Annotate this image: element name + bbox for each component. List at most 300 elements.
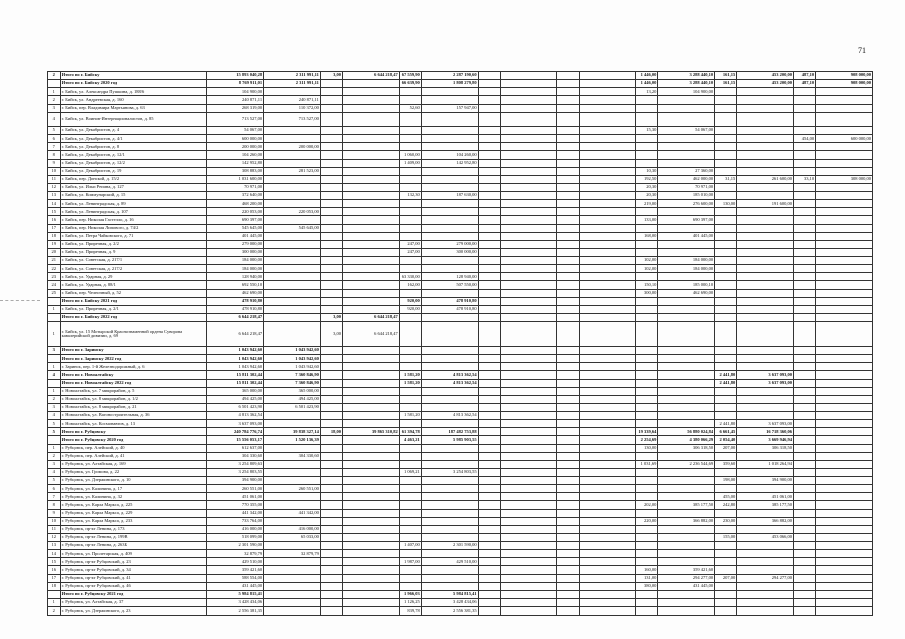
value-cell xyxy=(342,525,399,533)
value-cell xyxy=(794,542,816,550)
value-cell xyxy=(264,460,321,468)
value-cell xyxy=(399,509,421,517)
value-cell xyxy=(399,420,421,428)
value-cell xyxy=(399,127,421,135)
value-cell: 131,00 xyxy=(636,574,658,582)
value-cell xyxy=(579,313,636,321)
value-cell xyxy=(500,485,557,493)
value-cell xyxy=(421,363,478,371)
value-cell xyxy=(342,281,399,289)
value-cell: 612 637,00 xyxy=(207,444,264,452)
total-row xyxy=(48,590,873,598)
value-cell xyxy=(342,566,399,574)
table-row xyxy=(48,265,873,273)
value-cell: 1 446,00 xyxy=(636,72,658,80)
value-cell xyxy=(399,355,421,363)
row-number: 16 xyxy=(48,566,61,574)
value-cell xyxy=(264,200,321,208)
value-cell xyxy=(478,104,500,112)
value-cell: 56 880 024,84 xyxy=(658,428,715,436)
value-cell xyxy=(500,322,557,347)
value-cell xyxy=(399,289,421,297)
value-cell xyxy=(658,273,715,281)
row-number: 8 xyxy=(48,501,61,509)
value-cell xyxy=(264,289,321,297)
value-cell xyxy=(320,183,342,191)
row-number: 6 xyxy=(48,485,61,493)
value-cell xyxy=(478,281,500,289)
table-row xyxy=(48,403,873,411)
value-cell xyxy=(320,143,342,151)
value-cell xyxy=(320,468,342,476)
value-cell xyxy=(320,175,342,183)
row-number: 15 xyxy=(48,558,61,566)
row-number: 17 xyxy=(48,224,61,232)
value-cell: 4 463,21 xyxy=(399,436,421,444)
value-cell: 104 900,00 xyxy=(658,88,715,96)
table-row xyxy=(48,200,873,208)
value-cell: 431 445,00 xyxy=(207,582,264,590)
value-cell xyxy=(579,265,636,273)
value-cell: 451 061,00 xyxy=(207,493,264,501)
value-cell xyxy=(658,412,715,420)
row-number: 18 xyxy=(48,232,61,240)
value-cell: 202,00 xyxy=(636,501,658,509)
value-cell xyxy=(342,248,399,256)
value-cell xyxy=(320,485,342,493)
value-cell: 401 445,00 xyxy=(658,232,715,240)
table-row xyxy=(48,167,873,175)
value-cell xyxy=(715,281,737,289)
value-cell xyxy=(816,607,873,616)
value-cell xyxy=(715,387,737,395)
table-row xyxy=(48,151,873,159)
value-cell xyxy=(500,542,557,550)
value-cell: 3 637 093,00 xyxy=(737,371,794,379)
value-cell xyxy=(816,104,873,112)
value-cell xyxy=(557,485,579,493)
value-cell xyxy=(342,192,399,200)
value-cell xyxy=(478,88,500,96)
row-number xyxy=(48,80,61,88)
value-cell xyxy=(478,395,500,403)
value-cell xyxy=(421,347,478,355)
value-cell: 487,10 xyxy=(794,72,816,80)
value-cell: 4 813 362,54 xyxy=(421,371,478,379)
value-cell: 168,00 xyxy=(636,232,658,240)
value-cell xyxy=(579,590,636,598)
value-cell: 308 883,00 xyxy=(207,167,264,175)
address-cell: г. Бийск, ул. Декабристов, д. 12/1 xyxy=(60,151,207,159)
row-number: 12 xyxy=(48,533,61,541)
value-cell: 15 811 302,44 xyxy=(207,379,264,387)
value-cell xyxy=(794,574,816,582)
value-cell xyxy=(320,566,342,574)
value-cell xyxy=(478,265,500,273)
value-cell xyxy=(320,412,342,420)
value-cell xyxy=(399,216,421,224)
value-cell xyxy=(579,468,636,476)
table-row xyxy=(48,127,873,135)
value-cell: 220 053,00 xyxy=(207,208,264,216)
value-cell xyxy=(658,558,715,566)
value-cell xyxy=(636,143,658,151)
value-cell xyxy=(715,347,737,355)
value-cell xyxy=(342,175,399,183)
value-cell: 401 445,00 xyxy=(207,232,264,240)
value-cell xyxy=(715,265,737,273)
value-cell xyxy=(421,444,478,452)
value-cell xyxy=(816,248,873,256)
table-row xyxy=(48,104,873,112)
value-cell xyxy=(320,112,342,126)
value-cell xyxy=(478,200,500,208)
value-cell: 462 000,00 xyxy=(658,175,715,183)
value-cell xyxy=(658,420,715,428)
address-cell: г. Рубцовск, пр-кт Рубцовский, д. 46 xyxy=(60,582,207,590)
value-cell xyxy=(342,452,399,460)
value-cell xyxy=(794,379,816,387)
value-cell xyxy=(478,428,500,436)
value-cell: 1 060,00 xyxy=(399,151,421,159)
value-cell xyxy=(636,387,658,395)
value-cell xyxy=(579,477,636,485)
value-cell: 66 639,90 xyxy=(399,80,421,88)
row-number: 2 xyxy=(48,452,61,460)
value-cell xyxy=(579,289,636,297)
value-cell xyxy=(579,371,636,379)
total-row xyxy=(48,72,873,80)
value-cell xyxy=(579,297,636,305)
value-cell xyxy=(794,127,816,135)
value-cell xyxy=(794,436,816,444)
value-cell xyxy=(737,509,794,517)
value-cell xyxy=(579,112,636,126)
address-cell: г. Бийск, ул. Советская, д. 217/1 xyxy=(60,257,207,265)
value-cell: 200 000,00 xyxy=(264,143,321,151)
value-cell xyxy=(816,485,873,493)
value-cell xyxy=(342,485,399,493)
value-cell xyxy=(478,379,500,387)
value-cell: 372 640,00 xyxy=(207,192,264,200)
value-cell: 380,00 xyxy=(636,582,658,590)
value-cell xyxy=(658,313,715,321)
value-cell xyxy=(794,313,816,321)
value-cell xyxy=(264,216,321,224)
value-cell xyxy=(715,112,737,126)
value-cell xyxy=(264,127,321,135)
row-number: 20 xyxy=(48,248,61,256)
address-cell: г. Рубцовск, пер. Алейский, д. 41 xyxy=(60,452,207,460)
register-body xyxy=(48,72,873,616)
row-number xyxy=(48,436,61,444)
value-cell xyxy=(557,347,579,355)
value-cell xyxy=(421,135,478,143)
value-cell xyxy=(794,468,816,476)
value-cell xyxy=(737,104,794,112)
value-cell xyxy=(816,501,873,509)
value-cell xyxy=(737,607,794,616)
total-row xyxy=(48,355,873,363)
value-cell xyxy=(816,192,873,200)
value-cell xyxy=(579,460,636,468)
value-cell xyxy=(264,542,321,550)
value-cell xyxy=(399,88,421,96)
value-cell xyxy=(557,403,579,411)
value-cell xyxy=(816,224,873,232)
total-label: Итого по г. Рубцовску 2020 год xyxy=(60,436,207,444)
value-cell xyxy=(342,167,399,175)
value-cell xyxy=(399,460,421,468)
value-cell xyxy=(264,590,321,598)
value-cell xyxy=(399,485,421,493)
value-cell xyxy=(816,159,873,167)
value-cell xyxy=(342,436,399,444)
table-row xyxy=(48,542,873,550)
table-row xyxy=(48,159,873,167)
value-cell: 15,30 xyxy=(636,127,658,135)
value-cell xyxy=(320,436,342,444)
value-cell: 366 882,00 xyxy=(737,517,794,525)
value-cell xyxy=(636,598,658,606)
value-cell xyxy=(816,558,873,566)
value-cell xyxy=(557,420,579,428)
value-cell xyxy=(500,477,557,485)
value-cell: 7 360 846,90 xyxy=(264,371,321,379)
value-cell xyxy=(794,517,816,525)
value-cell xyxy=(342,558,399,566)
value-cell: 1 043 942,60 xyxy=(207,355,264,363)
value-cell xyxy=(794,297,816,305)
row-number: 2 xyxy=(48,96,61,104)
value-cell xyxy=(557,224,579,232)
value-cell xyxy=(579,80,636,88)
value-cell: 15 893 040,28 xyxy=(207,72,264,80)
value-cell xyxy=(342,208,399,216)
value-cell xyxy=(737,468,794,476)
address-cell: г. Рубцовск, пер. Алейский, д. 40 xyxy=(60,444,207,452)
address-cell: г. Бийск, ул. Декабристов, д. 4/1 xyxy=(60,135,207,143)
value-cell xyxy=(636,525,658,533)
value-cell xyxy=(342,112,399,126)
value-cell xyxy=(816,127,873,135)
value-cell xyxy=(264,313,321,321)
value-cell xyxy=(421,289,478,297)
value-cell: 3 254 803,55 xyxy=(421,468,478,476)
value-cell xyxy=(557,607,579,616)
value-cell xyxy=(816,355,873,363)
value-cell: 6 501 423,90 xyxy=(264,403,321,411)
value-cell xyxy=(399,477,421,485)
value-cell xyxy=(737,289,794,297)
value-cell: 240 871,11 xyxy=(264,96,321,104)
value-cell: 3 637 093,00 xyxy=(737,379,794,387)
value-cell xyxy=(658,387,715,395)
value-cell xyxy=(342,582,399,590)
row-number: 6 xyxy=(48,135,61,143)
value-cell xyxy=(816,566,873,574)
value-cell xyxy=(500,420,557,428)
value-cell xyxy=(636,403,658,411)
value-cell xyxy=(794,305,816,313)
value-cell xyxy=(715,224,737,232)
value-cell: 3 669 946,94 xyxy=(737,436,794,444)
value-cell xyxy=(399,574,421,582)
value-cell: 15 811 302,44 xyxy=(207,371,264,379)
value-cell xyxy=(794,167,816,175)
value-cell xyxy=(500,460,557,468)
value-cell xyxy=(342,80,399,88)
value-cell xyxy=(421,96,478,104)
value-cell xyxy=(579,403,636,411)
row-number xyxy=(48,297,61,305)
value-cell xyxy=(478,96,500,104)
value-cell xyxy=(320,167,342,175)
value-cell xyxy=(342,240,399,248)
value-cell xyxy=(816,452,873,460)
value-cell xyxy=(816,371,873,379)
value-cell xyxy=(794,104,816,112)
value-cell: 150,10 xyxy=(636,281,658,289)
value-cell xyxy=(421,477,478,485)
row-number: 14 xyxy=(48,550,61,558)
value-cell xyxy=(794,347,816,355)
address-cell: г. Новоалтайск, ул. 8 микрорайон, д. 1/2 xyxy=(60,395,207,403)
value-cell: 32 879,79 xyxy=(264,550,321,558)
value-cell xyxy=(636,493,658,501)
value-cell xyxy=(399,208,421,216)
address-cell: г. Бийск, ул. Декабристов, д. 12/2 xyxy=(60,159,207,167)
value-cell xyxy=(478,566,500,574)
value-cell: 155,00 xyxy=(715,533,737,541)
table-row xyxy=(48,232,873,240)
value-cell xyxy=(421,313,478,321)
value-cell xyxy=(264,151,321,159)
value-cell xyxy=(320,208,342,216)
total-label: Итого по г. Бийску 2021 год xyxy=(60,297,207,305)
value-cell xyxy=(579,224,636,232)
value-cell: 920,00 xyxy=(399,297,421,305)
value-cell: 394 900,00 xyxy=(737,477,794,485)
value-cell xyxy=(816,200,873,208)
value-cell xyxy=(557,436,579,444)
value-cell xyxy=(794,371,816,379)
value-cell xyxy=(794,460,816,468)
value-cell xyxy=(557,143,579,151)
value-cell xyxy=(658,363,715,371)
value-cell: 161,15 xyxy=(715,80,737,88)
value-cell xyxy=(737,355,794,363)
value-cell xyxy=(500,347,557,355)
value-cell xyxy=(715,297,737,305)
value-cell xyxy=(557,558,579,566)
value-cell xyxy=(579,582,636,590)
value-cell: 441 342,00 xyxy=(264,509,321,517)
value-cell xyxy=(421,420,478,428)
value-cell xyxy=(636,607,658,616)
value-cell xyxy=(421,501,478,509)
value-cell xyxy=(658,143,715,151)
value-cell xyxy=(715,412,737,420)
row-number: 1 xyxy=(48,88,61,96)
value-cell xyxy=(500,566,557,574)
value-cell xyxy=(715,509,737,517)
value-cell xyxy=(342,412,399,420)
value-cell xyxy=(579,88,636,96)
value-cell xyxy=(816,112,873,126)
value-cell xyxy=(715,257,737,265)
value-cell xyxy=(399,566,421,574)
value-cell: 207,00 xyxy=(715,444,737,452)
value-cell xyxy=(794,151,816,159)
value-cell xyxy=(658,355,715,363)
value-cell xyxy=(737,281,794,289)
value-cell: 31,15 xyxy=(715,175,737,183)
value-cell xyxy=(320,525,342,533)
value-cell: 431 445,00 xyxy=(658,582,715,590)
table-row xyxy=(48,395,873,403)
value-cell: 160,00 xyxy=(636,566,658,574)
value-cell xyxy=(737,542,794,550)
value-cell xyxy=(715,104,737,112)
value-cell xyxy=(500,468,557,476)
value-cell xyxy=(264,175,321,183)
value-cell xyxy=(399,533,421,541)
value-cell xyxy=(794,192,816,200)
value-cell xyxy=(500,558,557,566)
total-row xyxy=(48,297,873,305)
row-number: 9 xyxy=(48,509,61,517)
value-cell: 588 554,00 xyxy=(207,574,264,582)
value-cell xyxy=(478,208,500,216)
value-cell: 128 940,00 xyxy=(421,273,478,281)
value-cell xyxy=(636,542,658,550)
value-cell xyxy=(579,305,636,313)
value-cell: 1 581,20 xyxy=(399,379,421,387)
row-number: 3 xyxy=(48,460,61,468)
value-cell: 453 200,00 xyxy=(737,72,794,80)
value-cell: 5 985 903,55 xyxy=(421,436,478,444)
value-cell: 308 000,00 xyxy=(816,175,873,183)
value-cell: 429 510,00 xyxy=(207,558,264,566)
value-cell: 600 000,00 xyxy=(816,135,873,143)
value-cell: 478 910,80 xyxy=(421,305,478,313)
value-cell xyxy=(478,468,500,476)
value-cell xyxy=(399,403,421,411)
value-cell xyxy=(794,208,816,216)
value-cell xyxy=(399,395,421,403)
value-cell: 545 645,00 xyxy=(264,224,321,232)
value-cell xyxy=(658,96,715,104)
value-cell xyxy=(794,216,816,224)
value-cell: 184 000,00 xyxy=(658,265,715,273)
value-cell: 133,00 xyxy=(636,216,658,224)
address-cell: г. Бийск, пер. Челночный, д. 52 xyxy=(60,289,207,297)
value-cell xyxy=(500,104,557,112)
value-cell xyxy=(636,468,658,476)
value-cell: 15 556 053,17 xyxy=(207,436,264,444)
value-cell: 1 043 942,60 xyxy=(207,363,264,371)
value-cell xyxy=(816,460,873,468)
value-cell xyxy=(557,542,579,550)
table-row xyxy=(48,468,873,476)
value-cell xyxy=(320,96,342,104)
value-cell xyxy=(320,582,342,590)
value-cell xyxy=(320,558,342,566)
value-cell xyxy=(658,104,715,112)
total-label: Итого по г. Рубцовску xyxy=(60,428,207,436)
value-cell xyxy=(737,192,794,200)
